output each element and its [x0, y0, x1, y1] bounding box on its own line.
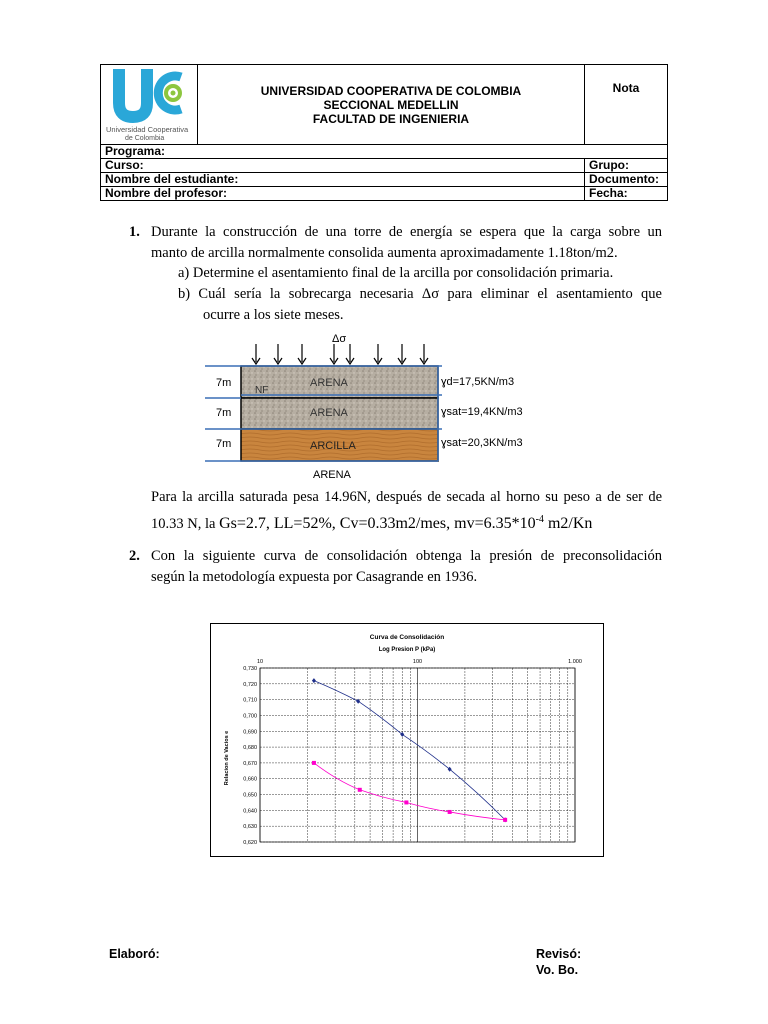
q1-data-line1: Para la arcilla saturada pesa 14.96N, después de secada al horno su peso a de ser de [151, 489, 662, 505]
seccional: SECCIONAL MEDELLIN [323, 97, 459, 112]
university-name: UNIVERSIDAD COOPERATIVA DE COLOMBIA [260, 83, 522, 98]
chart-x-tick-label: 100 [412, 659, 423, 665]
chart-y-tick-label: 0,730 [243, 666, 257, 672]
chart-y-tick-label: 0,670 [243, 760, 257, 767]
chart-y-tick-label: 0,680 [243, 745, 257, 752]
chart-y-tick-label: 0,660 [243, 776, 257, 783]
gamma-1: ɣd=17,5KN/m3 [441, 376, 515, 388]
programa-field[interactable]: Programa: [101, 145, 668, 159]
q1-part-b-line1: b) Cuál sería la sobrecarga necesaria Δσ para eliminar el asentamiento que [178, 286, 662, 302]
q1-data-params: Gs=2.7, LL=52%, Cv=0.33m2/mes, mv=6.35*10 [219, 514, 536, 532]
faculty: FACULTAD DE INGENIERIA [312, 111, 470, 126]
chart-ylabel: Relacion de Vacios e [224, 730, 230, 786]
university-logo [101, 65, 197, 141]
chart-y-tick-label: 0,640 [243, 808, 257, 815]
thickness-3: 7m [216, 438, 232, 450]
bottom-layer-label: ARENA [313, 469, 351, 481]
profesor-field[interactable]: Nombre del profesor: [101, 187, 585, 201]
q2-line2: según la metodología expuesta por Casagrande en 1936. [151, 569, 478, 585]
documento-field[interactable]: Documento: [585, 173, 668, 187]
chart-frame [211, 624, 604, 857]
layer-name-1: ARENA [310, 377, 348, 389]
soil-profile-figure [200, 328, 550, 483]
chart-point [312, 761, 316, 765]
chart-point [448, 810, 452, 814]
q1-data-line2 [151, 509, 691, 535]
q1-part-a: a) Determine el asentamiento final de la arcilla por consolidación primaria. [178, 265, 614, 281]
chart-y-tick-label: 0,630 [243, 824, 257, 831]
chart-x-tick-label: 10 [256, 659, 264, 665]
chart-xlabel: Log Presion P (kPa) [378, 647, 436, 653]
gamma-2: ɣsat=19,4KN/m3 [441, 406, 523, 418]
chart-y-tick-label: 0,710 [243, 697, 257, 704]
thickness-2: 7m [216, 407, 232, 419]
elaboro-label: Elaboró: [109, 947, 160, 961]
fecha-field[interactable]: Fecha: [585, 187, 668, 201]
load-arrows [252, 344, 428, 364]
chart-point [503, 818, 507, 822]
load-label: Δσ [332, 333, 347, 345]
nota-label: Nota [612, 81, 640, 95]
chart-y-tick-label: 0,690 [243, 729, 257, 736]
q1-data-weight: 10.33 N, la [151, 515, 216, 532]
logo-caption: Universidad Cooperativa [106, 125, 189, 134]
logo-cell [101, 65, 198, 145]
reviso-label: Revisó: [536, 947, 582, 961]
q2-line1: Con la siguiente curva de consolidación obtenga la presión de preconsolidación [151, 548, 662, 564]
q1-line2: manto de arcilla normalmente consolida aumenta aproximadamente 1.18ton/m2. [151, 245, 618, 261]
nf-label: NF [255, 385, 269, 396]
q1-line1: Durante la construcción de una torre de energía se espera que la carga sobre un [151, 224, 662, 240]
layer-name-3: ARCILLA [310, 440, 356, 452]
chart-point [358, 788, 362, 792]
q1-part-b-line2: ocurre a los siete meses. [203, 307, 344, 323]
nota-cell [585, 65, 668, 145]
layer-name-2: ARENA [310, 407, 348, 419]
estudiante-field[interactable]: Nombre del estudiante: [101, 173, 585, 187]
chart-y-tick-label: 0,720 [243, 681, 257, 688]
consolidation-chart [210, 623, 604, 857]
thickness-1: 7m [216, 377, 232, 389]
q1-number: 1. [129, 224, 140, 240]
chart-point [404, 800, 408, 804]
chart-title: Curva de Consolidación [369, 634, 445, 641]
chart-y-tick-label: 0,620 [243, 840, 257, 846]
title-cell [198, 65, 585, 145]
gamma-3: ɣsat=20,3KN/m3 [441, 437, 523, 449]
vobo-label: Vo. Bo. [536, 963, 579, 977]
header-table [100, 64, 668, 201]
logo-caption-2: de Colombia [125, 135, 165, 141]
q1-data-exponent: -4 [535, 514, 544, 525]
curso-field[interactable]: Curso: [101, 159, 585, 173]
chart-x-tick-label: 1.000 [568, 659, 582, 665]
q1-data-units: m2/Kn [543, 514, 593, 532]
grupo-field[interactable]: Grupo: [585, 159, 668, 173]
chart-y-tick-label: 0,700 [243, 713, 257, 720]
chart-y-tick-label: 0,650 [243, 792, 257, 799]
q2-number: 2. [129, 548, 140, 564]
